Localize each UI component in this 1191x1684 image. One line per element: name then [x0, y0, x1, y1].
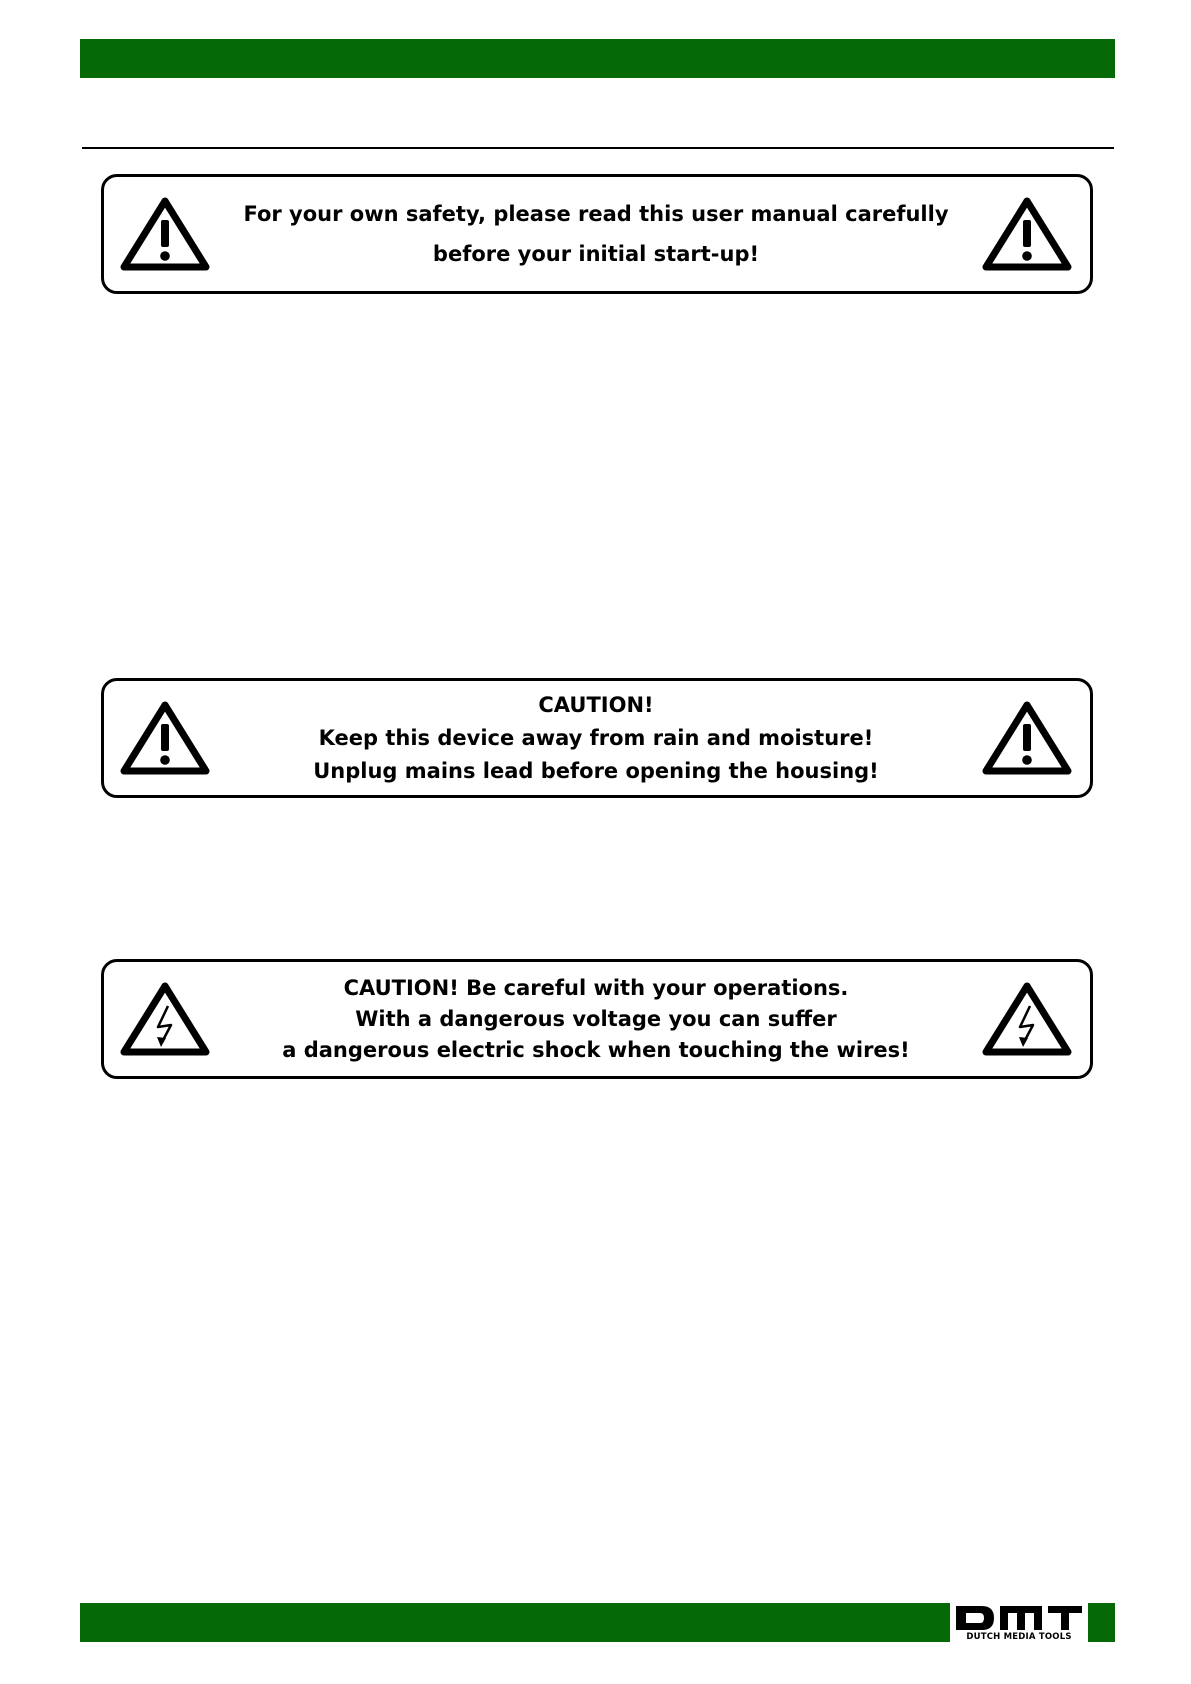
- electric-shock-warning-icon: [982, 981, 1072, 1057]
- exclamation-warning-icon: [982, 196, 1072, 272]
- exclamation-warning-icon: [982, 700, 1072, 776]
- safety-notice-box: [101, 174, 1093, 294]
- caution-line: Unplug mains lead before opening the housing!: [313, 758, 879, 783]
- dmt-logo-letters: [954, 1604, 1084, 1632]
- exclamation-warning-icon: [120, 700, 210, 776]
- moisture-caution-text: [210, 689, 982, 788]
- dmt-logo-caption: DUTCH MEDIA TOOLS: [966, 1632, 1072, 1642]
- moisture-caution-box: [101, 678, 1093, 798]
- caution-heading: CAUTION!: [538, 692, 654, 717]
- notice-line: For your own safety, please read this user manual carefully: [243, 202, 949, 226]
- safety-notice-text: [210, 194, 982, 274]
- dmt-logo: [950, 1601, 1088, 1645]
- header-divider: [82, 147, 1114, 149]
- caution-line: With a dangerous voltage you can suffer: [355, 1006, 837, 1031]
- electric-shock-warning-icon: [120, 981, 210, 1057]
- caution-line: CAUTION! Be careful with your operations.: [343, 975, 849, 1000]
- electric-shock-caution-text: [210, 973, 982, 1066]
- notice-line: before your initial start-up!: [432, 242, 760, 266]
- caution-line: Keep this device away from rain and moisture!: [318, 725, 874, 750]
- header-bar: [80, 39, 1115, 78]
- electric-shock-caution-box: [101, 959, 1093, 1079]
- exclamation-warning-icon: [120, 196, 210, 272]
- caution-line: a dangerous electric shock when touching the wires!: [282, 1037, 910, 1062]
